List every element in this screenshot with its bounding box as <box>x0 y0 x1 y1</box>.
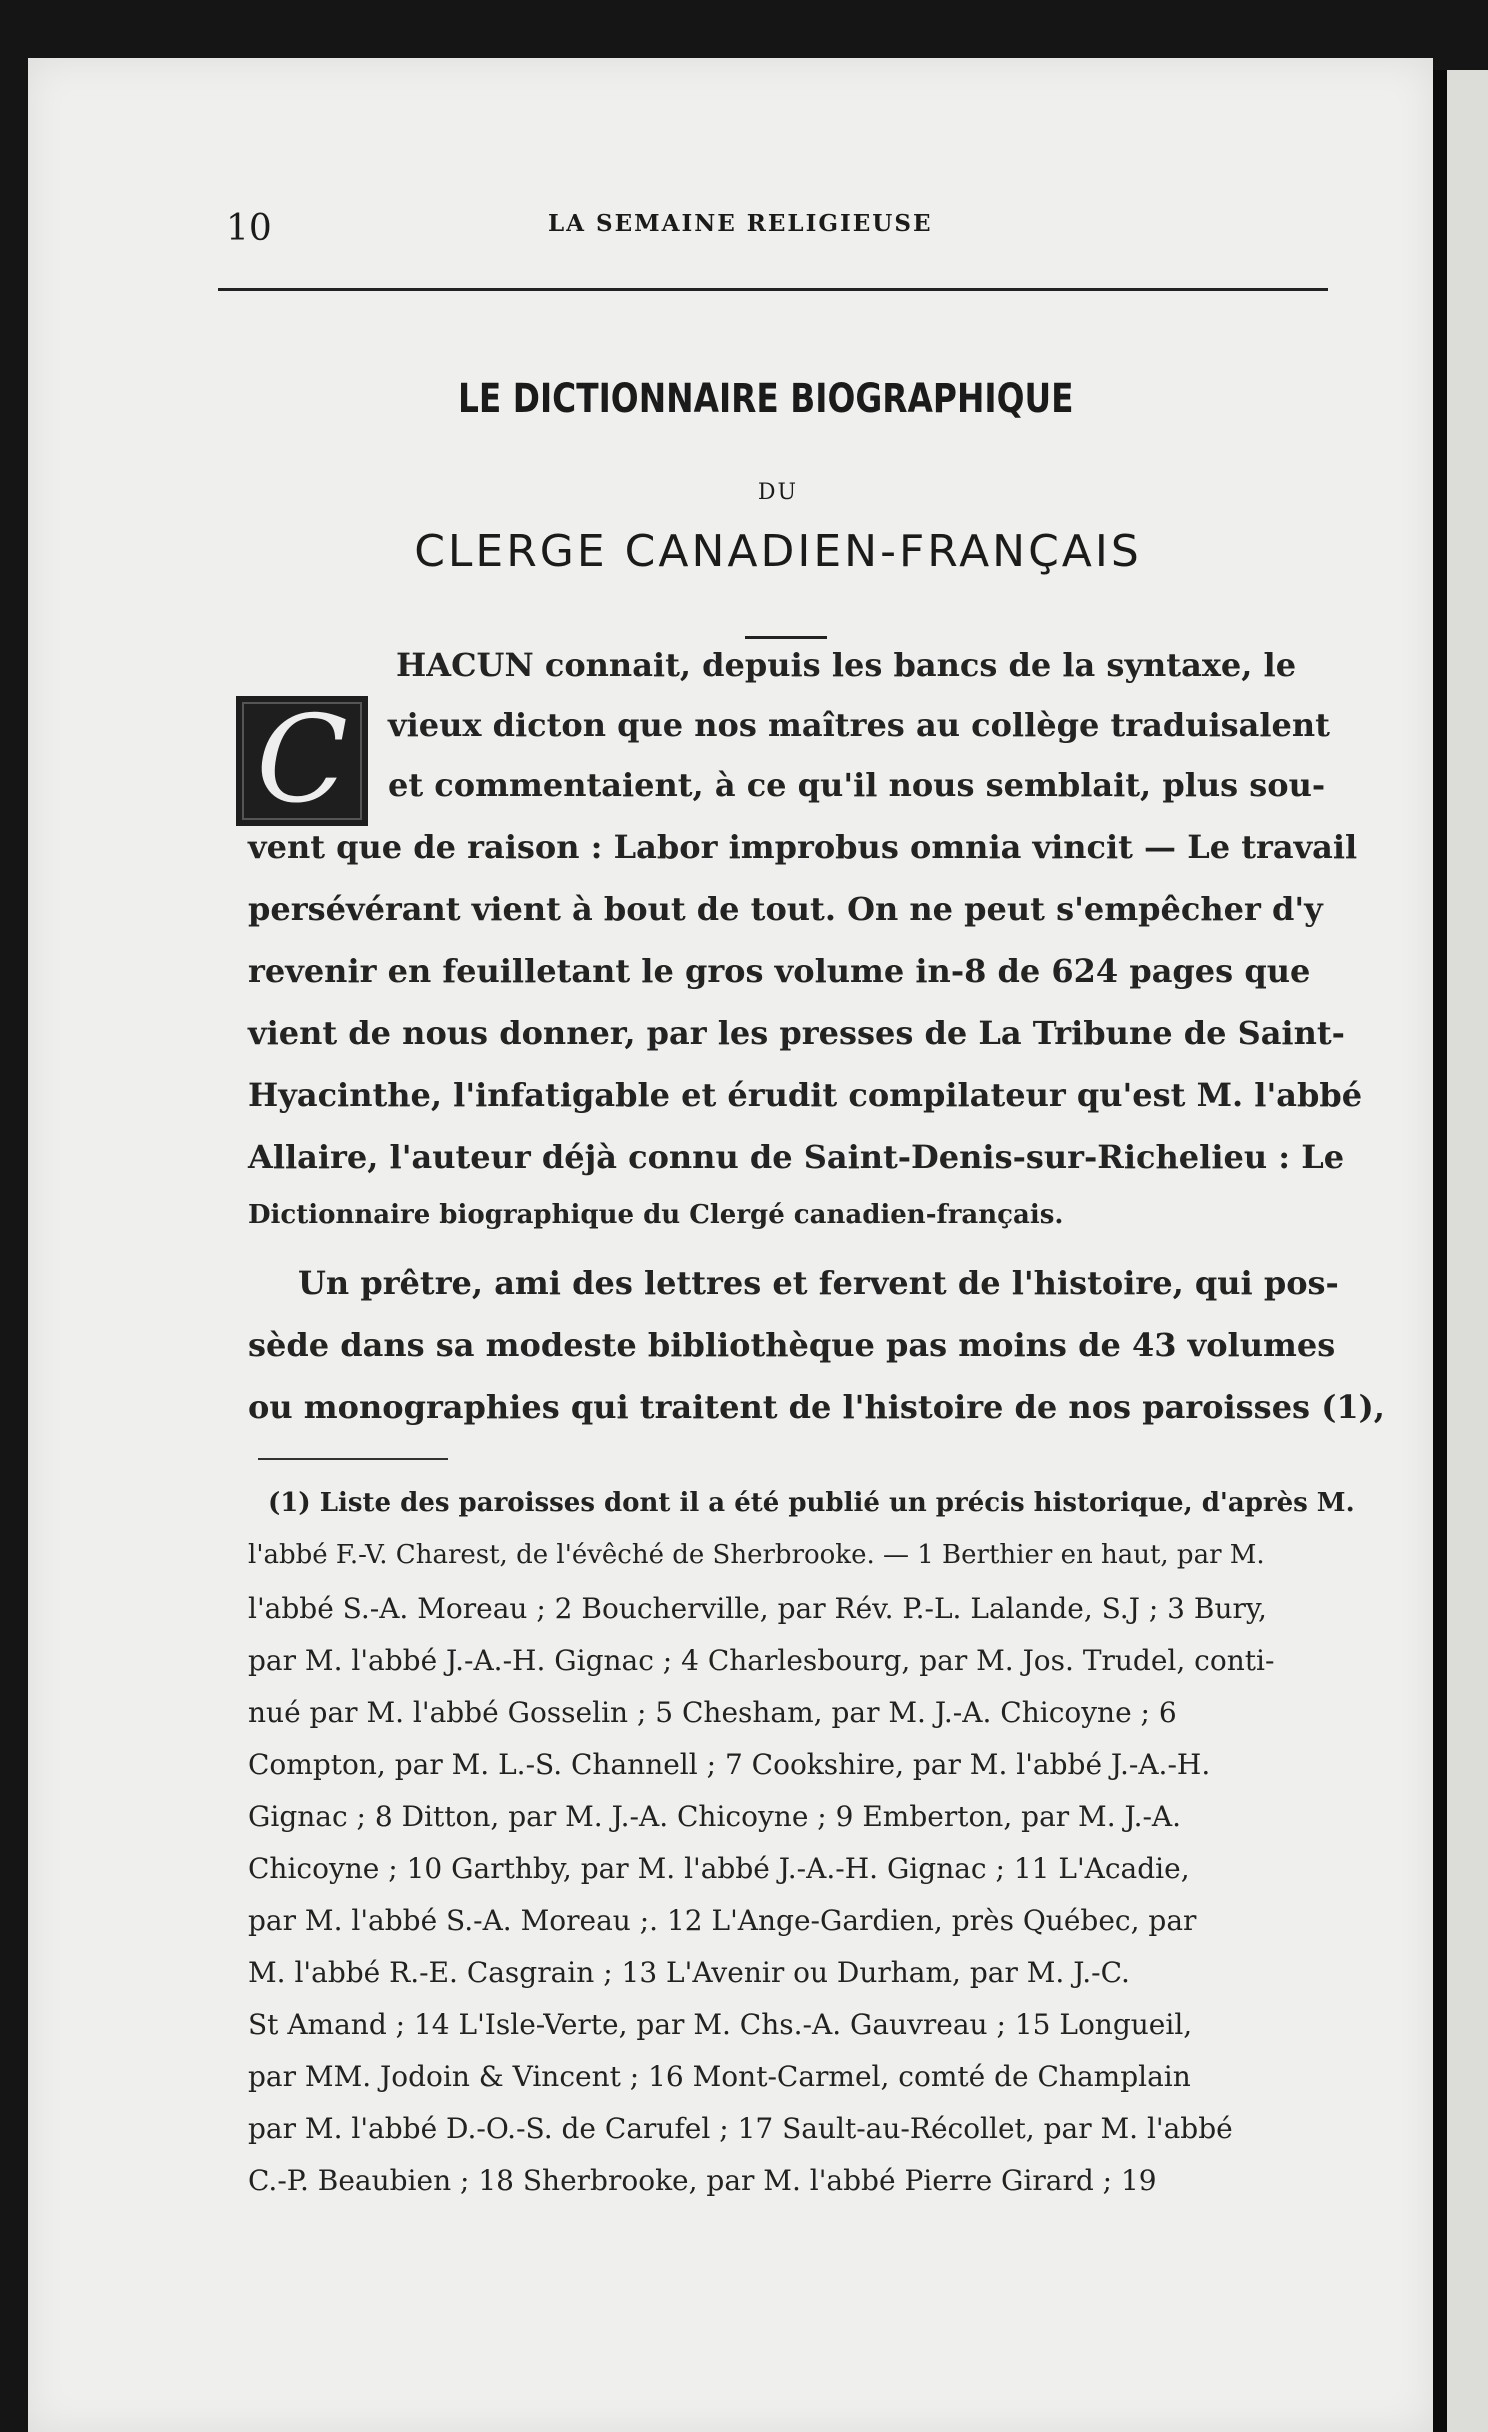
footnote-line: Compton, par M. L.-S. Channell ; 7 Cookshire, par M. l'abbé J.-A.-H. <box>248 1748 1211 1781</box>
para1-line: vient de nous donner, par les presses de La Tribune de Saint- <box>248 1014 1345 1052</box>
footnote-line: l'abbé F.-V. Charest, de l'évêché de Sherbrooke. — 1 Berthier en haut, par M. <box>248 1540 1265 1570</box>
para2-line: sède dans sa modeste bibliothèque pas moins de 43 volumes <box>248 1326 1336 1364</box>
footnote-line: C.-P. Beaubien ; 18 Sherbrooke, par M. l'abbé Pierre Girard ; 19 <box>248 2164 1157 2197</box>
para1-line: vent que de raison : Labor improbus omnia vincit — Le travail <box>248 828 1358 866</box>
footnote-line: par M. l'abbé S.-A. Moreau ;. 12 L'Ange-Gardien, près Québec, par <box>248 1904 1197 1937</box>
adjacent-page-edge <box>1433 70 1488 2432</box>
footnote-line: Gignac ; 8 Ditton, par M. J.-A. Chicoyne ; 9 Emberton, par M. J.-A. <box>248 1800 1182 1833</box>
para1-line: Dictionnaire biographique du Clergé canadien-français. <box>248 1200 1064 1230</box>
para1-line: Hyacinthe, l'infatigable et érudit compilateur qu'est M. l'abbé <box>248 1076 1363 1114</box>
footnote-line: M. l'abbé R.-E. Casgrain ; 13 L'Avenir ou Durham, par M. J.-C. <box>248 1956 1130 1989</box>
para2-line: Un prêtre, ami des lettres et fervent de l'histoire, qui pos- <box>298 1264 1339 1302</box>
para1-line: persévérant vient à bout de tout. On ne peut s'empêcher d'y <box>248 890 1323 928</box>
para1-line: vieux dicton que nos maîtres au collège traduisalent <box>388 706 1330 744</box>
article-title-line2: CLERGE CANADIEN-FRANÇAIS <box>414 526 1142 577</box>
footnote-line: par MM. Jodoin & Vincent ; 16 Mont-Carmel, comté de Champlain <box>248 2060 1191 2093</box>
page-number: 10 <box>226 208 272 249</box>
para1-line: revenir en feuilletant le gros volume in-8 de 624 pages que <box>248 952 1311 990</box>
dropcap-letter: C <box>256 691 348 830</box>
footnote-line: (1) Liste des paroisses dont il a été publié un précis historique, d'après M. <box>268 1488 1355 1518</box>
article-title-du: DU <box>757 480 799 505</box>
article-title-line1: LE DICTIONNAIRE BIOGRAPHIQUE <box>458 376 1074 422</box>
footnote-line: Chicoyne ; 10 Garthby, par M. l'abbé J.-A.-H. Gignac ; 11 L'Acadie, <box>248 1852 1190 1885</box>
para1-line: Allaire, l'auteur déjà connu de Saint-Denis-sur-Richelieu : Le <box>248 1138 1345 1176</box>
para1-line: et commentaient, à ce qu'il nous semblait, plus sou- <box>388 766 1326 804</box>
running-title: LA SEMAINE RELIGIEUSE <box>548 210 933 237</box>
para1-line: HACUN connait, depuis les bancs de la syntaxe, le <box>396 646 1297 684</box>
footnote-line: St Amand ; 14 L'Isle-Verte, par M. Chs.-A. Gauvreau ; 15 Longueil, <box>248 2008 1193 2041</box>
footnote-rule <box>258 1458 448 1460</box>
page-sheet <box>28 58 1433 2432</box>
footnote-line: par M. l'abbé D.-O.-S. de Carufel ; 17 Sault-au-Récollet, par M. l'abbé <box>248 2112 1233 2145</box>
para2-line: ou monographies qui traitent de l'histoire de nos paroisses (1), <box>248 1388 1385 1426</box>
footnote-line: par M. l'abbé J.-A.-H. Gignac ; 4 Charlesbourg, par M. Jos. Trudel, conti- <box>248 1644 1275 1677</box>
footnote-line: l'abbé S.-A. Moreau ; 2 Boucherville, par Rév. P.-L. Lalande, S.J ; 3 Bury, <box>248 1592 1267 1625</box>
footnote-line: nué par M. l'abbé Gosselin ; 5 Chesham, par M. J.-A. Chicoyne ; 6 <box>248 1696 1177 1729</box>
